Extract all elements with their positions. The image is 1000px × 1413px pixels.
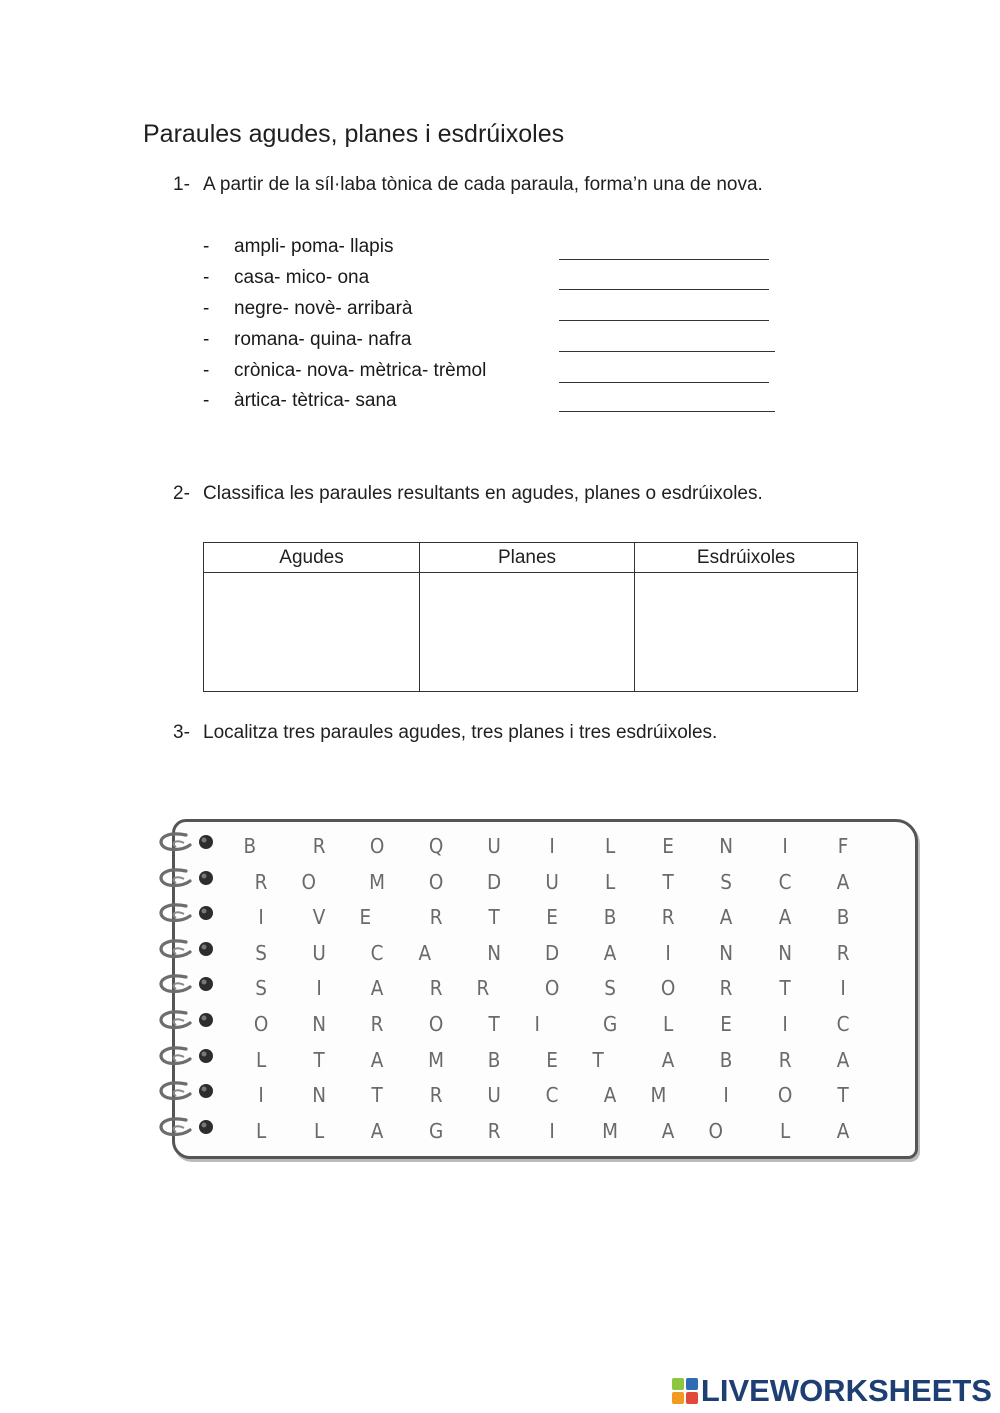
word-search-letter[interactable]: N (777, 940, 792, 965)
word-search-letter[interactable]: R (429, 1083, 443, 1108)
word-search-letter[interactable]: M (369, 869, 386, 894)
exercise1-answer-input[interactable] (559, 265, 779, 291)
word-search-letter[interactable]: G (603, 1011, 618, 1036)
word-search-letter[interactable]: L (255, 1047, 267, 1072)
word-search-letter[interactable]: I (782, 834, 788, 858)
list-bullet: - (203, 329, 210, 350)
word-search-letter[interactable]: I (840, 976, 846, 1001)
exercise1-item-text: crònica- nova- mètrica- trèmol (234, 360, 487, 381)
word-search-letter[interactable]: R (429, 976, 443, 1001)
word-search-letter[interactable]: T (837, 1083, 849, 1108)
word-search-letter[interactable]: B (836, 905, 850, 930)
word-search-notebook (150, 815, 920, 1160)
word-search-letter[interactable]: I (316, 976, 322, 1001)
logo-square-blue (686, 1378, 698, 1390)
word-search-letter[interactable]: E (359, 905, 372, 930)
spiral-ring-icon (156, 1007, 214, 1033)
exercise1-item (203, 390, 397, 416)
esdruixoles-cell (635, 573, 858, 692)
spiral-ring-icon (156, 865, 214, 891)
word-search-letter[interactable]: U (545, 869, 559, 894)
exercise1-item (203, 236, 393, 262)
word-search-letter[interactable]: L (255, 1118, 267, 1143)
exercise2-text: Classifica les paraules resultants en agudes, planes o esdrúixoles. (203, 483, 763, 504)
word-search-letter[interactable]: A (662, 1047, 675, 1072)
word-search-letter[interactable]: A (778, 905, 792, 930)
word-search-letter[interactable]: T (488, 1011, 500, 1036)
exercise2-number: 2- (173, 483, 190, 504)
word-search-letter[interactable]: D (544, 940, 560, 965)
spiral-ring-icon (156, 829, 214, 855)
word-search-letter[interactable]: R (371, 1011, 384, 1036)
word-search-letter[interactable]: O (428, 1011, 443, 1036)
exercise1-answer-input[interactable] (559, 387, 779, 413)
word-search-letter[interactable]: T (662, 869, 674, 894)
word-search-letter[interactable]: L (605, 834, 616, 858)
exercise1-answer-input[interactable] (559, 327, 779, 353)
word-search-letter[interactable]: R (312, 834, 326, 858)
spiral-ring-icon (156, 1043, 214, 1069)
word-search-letter[interactable]: R (778, 1047, 792, 1072)
list-bullet: - (203, 267, 210, 288)
word-search-letter[interactable]: E (662, 834, 675, 858)
list-bullet: - (203, 298, 210, 319)
exercise1-answer-input[interactable] (559, 358, 779, 384)
word-search-letter[interactable]: V (312, 905, 326, 930)
planes-answer-field[interactable] (420, 573, 634, 685)
exercise1-text: A partir de la síl·laba tònica de cada paraula, forma’n una de nova. (203, 174, 763, 195)
word-search-letter[interactable]: I (723, 1083, 730, 1108)
word-search-letter[interactable]: G (428, 1118, 443, 1143)
word-search-letter[interactable]: R (476, 976, 490, 1001)
word-search-letter[interactable]: L (663, 1011, 674, 1036)
word-search-letter[interactable]: D (486, 869, 501, 894)
liveworksheets-logo (672, 1373, 992, 1409)
spiral-ring-icon (156, 1078, 214, 1104)
word-search-letter[interactable]: I (258, 905, 264, 930)
exercise3-number: 3- (173, 722, 190, 743)
word-search-letter[interactable]: E (546, 1047, 558, 1072)
column-header-agudes: Agudes (204, 543, 420, 573)
word-search-letter[interactable]: N (312, 1083, 327, 1108)
word-search-letter[interactable]: L (605, 869, 616, 894)
word-search-letter[interactable]: S (604, 976, 617, 1001)
word-search-letter[interactable]: I (665, 940, 672, 965)
exercise1-item-text: romana- quina- nafra (234, 329, 412, 350)
word-search-letter[interactable]: O (544, 976, 560, 1001)
exercise1-item-text: casa- mico- ona (234, 267, 370, 288)
answer-underline (559, 259, 769, 260)
word-search-letter[interactable]: A (836, 869, 850, 894)
table-answer-row (204, 573, 858, 692)
word-search-letter[interactable]: L (779, 1118, 790, 1143)
word-search-letter[interactable]: C (371, 940, 384, 965)
word-search-letter[interactable]: C (545, 1083, 559, 1108)
logo-text: LIVEWORKSHEETS (700, 1373, 992, 1408)
word-search-letter[interactable]: O (253, 1011, 269, 1036)
column-header-planes: Planes (420, 543, 635, 573)
word-search-letter[interactable]: L (314, 1118, 325, 1143)
exercise1-item-text: ampli- poma- llapis (234, 236, 394, 257)
answer-underline (559, 411, 775, 412)
word-search-letter[interactable]: S (720, 869, 733, 894)
exercise1-item (203, 298, 412, 324)
spiral-ring-icon (156, 1114, 214, 1140)
exercise1-number: 1- (173, 174, 190, 195)
word-search-letter[interactable]: A (418, 940, 431, 965)
word-search-letter[interactable]: R (254, 869, 268, 894)
list-bullet: - (203, 236, 210, 257)
agudes-cell (204, 573, 420, 692)
word-search-letter[interactable]: R (487, 1118, 501, 1143)
word-search-letter[interactable]: M (427, 1047, 444, 1072)
word-search-letter[interactable]: I (549, 834, 555, 858)
word-search-letter[interactable]: A (836, 1047, 850, 1072)
exercise1-instruction (173, 174, 763, 196)
word-search-letter[interactable]: I (549, 1118, 555, 1143)
word-search-letter[interactable]: S (255, 940, 267, 965)
word-search-letter[interactable]: O (661, 976, 676, 1001)
column-header-esdruixoles: Esdrúixoles (635, 543, 858, 573)
word-search-letter[interactable]: A (836, 1118, 850, 1143)
word-search-letter[interactable]: U (312, 940, 326, 965)
word-search-letter[interactable]: I (258, 1083, 264, 1108)
spiral-ring-icon (156, 971, 214, 997)
exercise1-item-text: negre- novè- arribarà (234, 298, 413, 319)
esdruixoles-answer-field[interactable] (635, 573, 857, 685)
word-search-letter[interactable]: N (312, 1011, 327, 1036)
word-search-letter[interactable]: T (313, 1047, 325, 1072)
word-search-letter[interactable]: O (777, 1083, 792, 1108)
exercise3-instruction (173, 722, 717, 744)
word-search-letter[interactable]: T (592, 1047, 604, 1072)
word-search-grid (232, 829, 872, 1149)
word-search-letter[interactable]: N (719, 940, 734, 965)
word-search-letter[interactable]: R (720, 976, 733, 1001)
exercise3-text: Localitza tres paraules agudes, tres planes i tres esdrúixoles. (203, 722, 718, 743)
exercise1-item (203, 360, 486, 386)
exercise1-item (203, 329, 411, 355)
word-search-letter[interactable]: A (603, 940, 617, 965)
word-search-letter[interactable]: B (243, 834, 257, 858)
word-search-letter[interactable]: E (720, 1011, 733, 1036)
word-search-letter[interactable]: U (487, 834, 501, 858)
word-search-letter[interactable]: O (708, 1118, 724, 1143)
word-search-letter[interactable]: A (720, 905, 733, 930)
word-search-letter[interactable]: T (371, 1083, 384, 1108)
word-search-letter[interactable]: A (371, 1047, 384, 1072)
word-search-letter[interactable]: N (719, 834, 734, 858)
page-title: Paraules agudes, planes i esdrúixoles (143, 120, 565, 148)
word-search-letter[interactable]: B (487, 1047, 501, 1072)
answer-underline (559, 289, 769, 290)
logo-square-red (686, 1392, 698, 1404)
word-search-letter[interactable]: I (782, 1011, 788, 1036)
logo-square-orange (672, 1392, 684, 1404)
word-search-letter[interactable]: C (836, 1011, 850, 1036)
word-search-letter[interactable]: S (255, 976, 267, 1001)
spiral-ring-icon (156, 936, 214, 962)
classification-table (203, 542, 858, 692)
answer-underline (559, 382, 769, 383)
exercise1-answer-input[interactable] (559, 296, 779, 322)
word-search-letter[interactable]: Q (428, 834, 443, 858)
word-search-letter[interactable]: N (486, 940, 501, 965)
word-search-letter[interactable]: T (779, 976, 791, 1001)
logo-icon (672, 1378, 698, 1404)
word-search-letter[interactable]: R (661, 905, 675, 930)
exercise1-answer-input[interactable] (559, 235, 779, 261)
logo-square-green (672, 1378, 684, 1390)
word-search-letter[interactable]: A (371, 1118, 384, 1143)
list-bullet: - (203, 390, 210, 411)
exercise1-item (203, 267, 369, 293)
spiral-ring-icon (156, 900, 214, 926)
word-search-letter[interactable]: R (429, 905, 443, 930)
word-search-letter[interactable]: M (650, 1083, 667, 1108)
word-search-letter[interactable]: U (487, 1083, 501, 1108)
word-search-letter[interactable]: A (603, 1083, 617, 1108)
word-search-letter[interactable]: O (301, 869, 317, 894)
word-search-letter[interactable]: A (662, 1118, 675, 1143)
word-search-letter[interactable]: E (546, 905, 558, 930)
list-bullet: - (203, 360, 210, 381)
word-search-letter[interactable]: B (720, 1047, 733, 1072)
table-header-row (204, 543, 858, 573)
word-search-letter[interactable]: O (428, 869, 443, 894)
answer-underline (559, 351, 775, 352)
planes-cell (420, 573, 635, 692)
word-search-letter[interactable]: O (370, 834, 385, 858)
exercise2-instruction (173, 483, 763, 505)
word-search-letter[interactable]: T (488, 905, 500, 930)
word-search-letter[interactable]: I (534, 1011, 540, 1036)
word-search-letter[interactable]: B (603, 905, 617, 930)
word-search-letter[interactable]: C (778, 869, 792, 894)
answer-underline (559, 320, 769, 321)
word-search-letter[interactable]: R (836, 940, 850, 965)
word-search-letter[interactable]: F (837, 834, 849, 858)
word-search-letter[interactable]: M (602, 1118, 619, 1143)
exercise1-item-text: àrtica- tètrica- sana (234, 390, 397, 411)
word-search-letter[interactable]: A (371, 976, 384, 1001)
agudes-answer-field[interactable] (204, 573, 419, 685)
